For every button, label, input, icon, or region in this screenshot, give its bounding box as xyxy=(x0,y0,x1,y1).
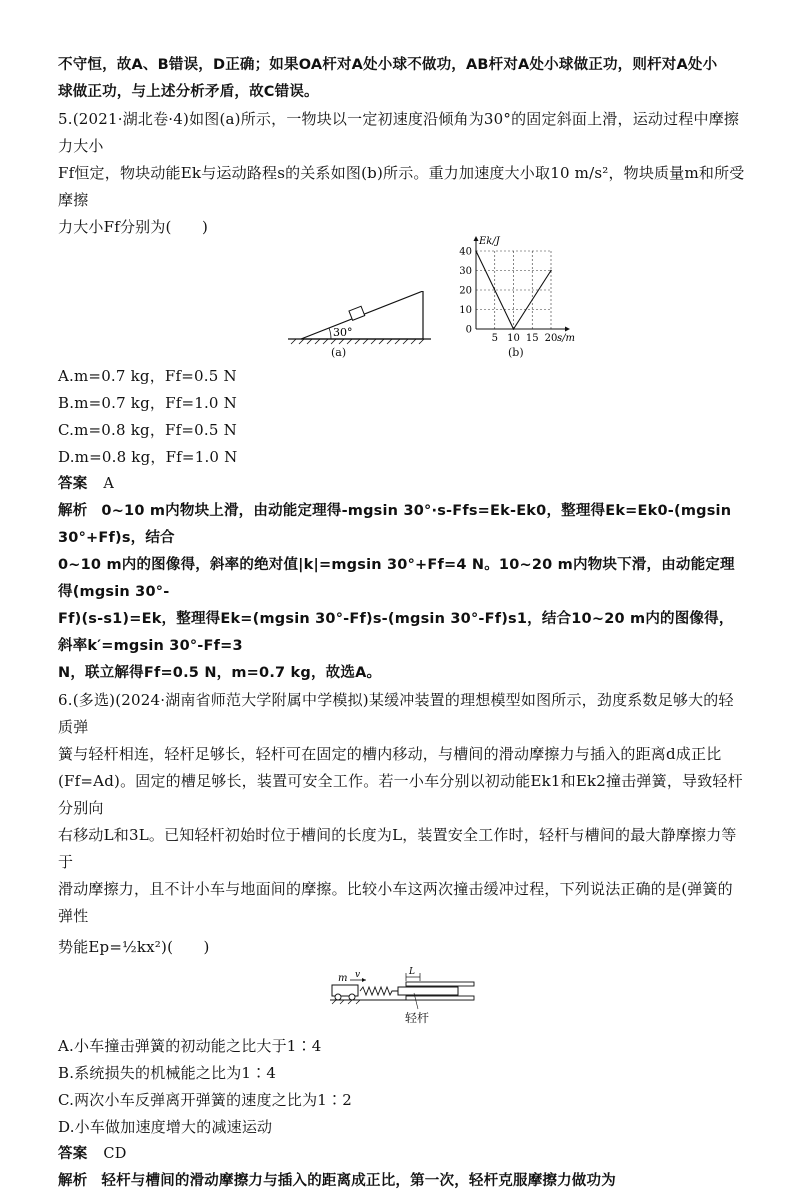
rod-label: 轻杆 xyxy=(405,1011,430,1025)
analysis-text: 0~10 m内物块上滑，由动能定理得-mgsin 30°·s-Ffs=Ek-Ek0，整理得Ek=Ek0-(mgsin 30°+Ff)s，结合 xyxy=(58,503,732,546)
caption-a: (a) xyxy=(331,346,347,359)
y-tick-label: 30 xyxy=(459,266,472,277)
q5-figure xyxy=(58,236,748,363)
answer-label: 答案 xyxy=(58,1146,88,1162)
analysis-label: 解析 xyxy=(58,1173,88,1189)
q5-option-c: C.m=0.8 kg，Ff=0.5 N xyxy=(58,421,237,439)
x-tick-label: 15 xyxy=(525,333,539,344)
q5-analysis-1 xyxy=(58,498,748,552)
analysis-label: 解析 xyxy=(58,503,88,519)
q6-figure xyxy=(58,961,748,1033)
q5-stem-1: 5.(2021·湖北卷·4)如图(a)所示，一物块以一定初速度沿倾角为30°的固定斜面上滑，运动过程中摩擦力大小 xyxy=(58,110,740,155)
angle-label: 30° xyxy=(333,326,353,339)
y-tick-label: 40 xyxy=(459,246,472,258)
q5-analysis-2: 0~10 m内的图像得，斜率的绝对值|k|=mgsin 30°+Ff=4 N。10~20 m内物块下滑，由动能定理得(mgsin 30°- xyxy=(58,557,735,600)
q6-option-c: C.两次小车反弹离开弹簧的速度之比为1∶2 xyxy=(58,1091,352,1109)
q6-stem-3: (Ff=Ad)。固定的槽足够长，装置可安全工作。若一小车分别以初动能Ek1和Ek2撞击弹簧，导致轻杆分别向 xyxy=(58,772,743,817)
q5-option-d: D.m=0.8 kg，Ff=1.0 N xyxy=(58,448,238,466)
q5-option-b: B.m=0.7 kg，Ff=1.0 N xyxy=(58,394,237,412)
x-axis-arrow xyxy=(565,327,570,332)
y-tick-label: 10 xyxy=(459,305,472,316)
data-point xyxy=(550,270,552,272)
answer-value: CD xyxy=(103,1146,127,1162)
q5-answer xyxy=(58,471,748,498)
y-tick-label: 20 xyxy=(459,285,472,297)
q6-stem-1: 6.(多选)(2024·湖南省师范大学附属中学模拟)某缓冲装置的理想模型如图所示，劲度系数足够大的轻质弹 xyxy=(58,691,734,736)
q5-option-a: A.m=0.7 kg，Ff=0.5 N xyxy=(58,367,237,385)
ek-s-chart xyxy=(446,233,596,361)
data-point xyxy=(513,328,515,330)
q6-option-b: B.系统损失的机械能之比为1∶4 xyxy=(58,1064,277,1082)
q6-answer xyxy=(58,1141,748,1168)
q5-analysis-3: Ff)(s-s1)=Ek，整理得Ek=(mgsin 30°-Ff)s-(mgsin 30°-Ff)s1，结合10~20 m内的图像得，斜率k′=mgsin 30°-Ff=3 xyxy=(58,611,734,654)
x-tick-label: 20 xyxy=(544,333,558,344)
q5-analysis-4: N，联立解得Ff=0.5 N，m=0.7 kg，故选A。 xyxy=(58,665,382,681)
x-tick-label: 10 xyxy=(507,333,520,344)
text-line-2: 球做正功，与上述分析矛盾，故C错误。 xyxy=(58,84,319,100)
length-label: L xyxy=(409,967,415,977)
velocity-label: v xyxy=(355,970,361,980)
data-point xyxy=(475,250,477,252)
answer-value: A xyxy=(103,476,115,492)
y-tick-label: 0 xyxy=(465,324,472,336)
q6-analysis-1 xyxy=(58,1168,748,1195)
x-tick-label: 5 xyxy=(491,333,498,344)
x-axis-label: s/m xyxy=(557,333,575,344)
q6-stem-2: 簧与轻杆相连，轻杆足够长，轻杆可在固定的槽内移动，与槽间的滑动摩擦力与插入的距离d成正比 xyxy=(58,745,722,763)
q5-stem-2: Ff恒定，物块动能Ek与运动路程s的关系如图(b)所示。重力加速度大小取10 m/s²，物块质量m和所受摩擦 xyxy=(58,164,745,209)
analysis-text: 轻杆与槽间的滑动摩擦力与插入的距离成正比，第一次，轻杆克服摩擦力做功为 xyxy=(101,1173,616,1189)
buffer-device-diagram xyxy=(328,965,478,1031)
y-axis-arrow xyxy=(474,236,479,241)
q6-option-a: A.小车撞击弹簧的初动能之比大于1∶4 xyxy=(58,1037,322,1055)
text-line-1: 不守恒，故A、B错误，D正确；如果OA杆对A处小球不做功，AB杆对A处小球做正功，则杆对A处小 xyxy=(58,57,718,73)
mass-label: m xyxy=(338,973,348,984)
q6-option-d: D.小车做加速度增大的减速运动 xyxy=(58,1118,273,1136)
caption-b: (b) xyxy=(508,346,524,359)
page xyxy=(58,52,748,1195)
q5-stem-3: 力大小Ff分别为( ) xyxy=(58,218,209,236)
q6-stem-4: 右移动L和3L。已知轻杆初始时位于槽间的长度为L，装置安全工作时，轻杆与槽间的最大静摩擦力等于 xyxy=(58,826,737,871)
q6-stem-6: 势能Ep=½kx²)( ) xyxy=(58,938,210,956)
y-axis-label: Ek/J xyxy=(479,236,500,247)
q6-stem-5: 滑动摩擦力，且不计小车与地面间的摩擦。比较小车这两次撞击缓冲过程，下列说法正确的是(弹簧的弹性 xyxy=(58,880,733,925)
answer-label: 答案 xyxy=(58,476,88,492)
incline-diagram xyxy=(283,291,433,363)
